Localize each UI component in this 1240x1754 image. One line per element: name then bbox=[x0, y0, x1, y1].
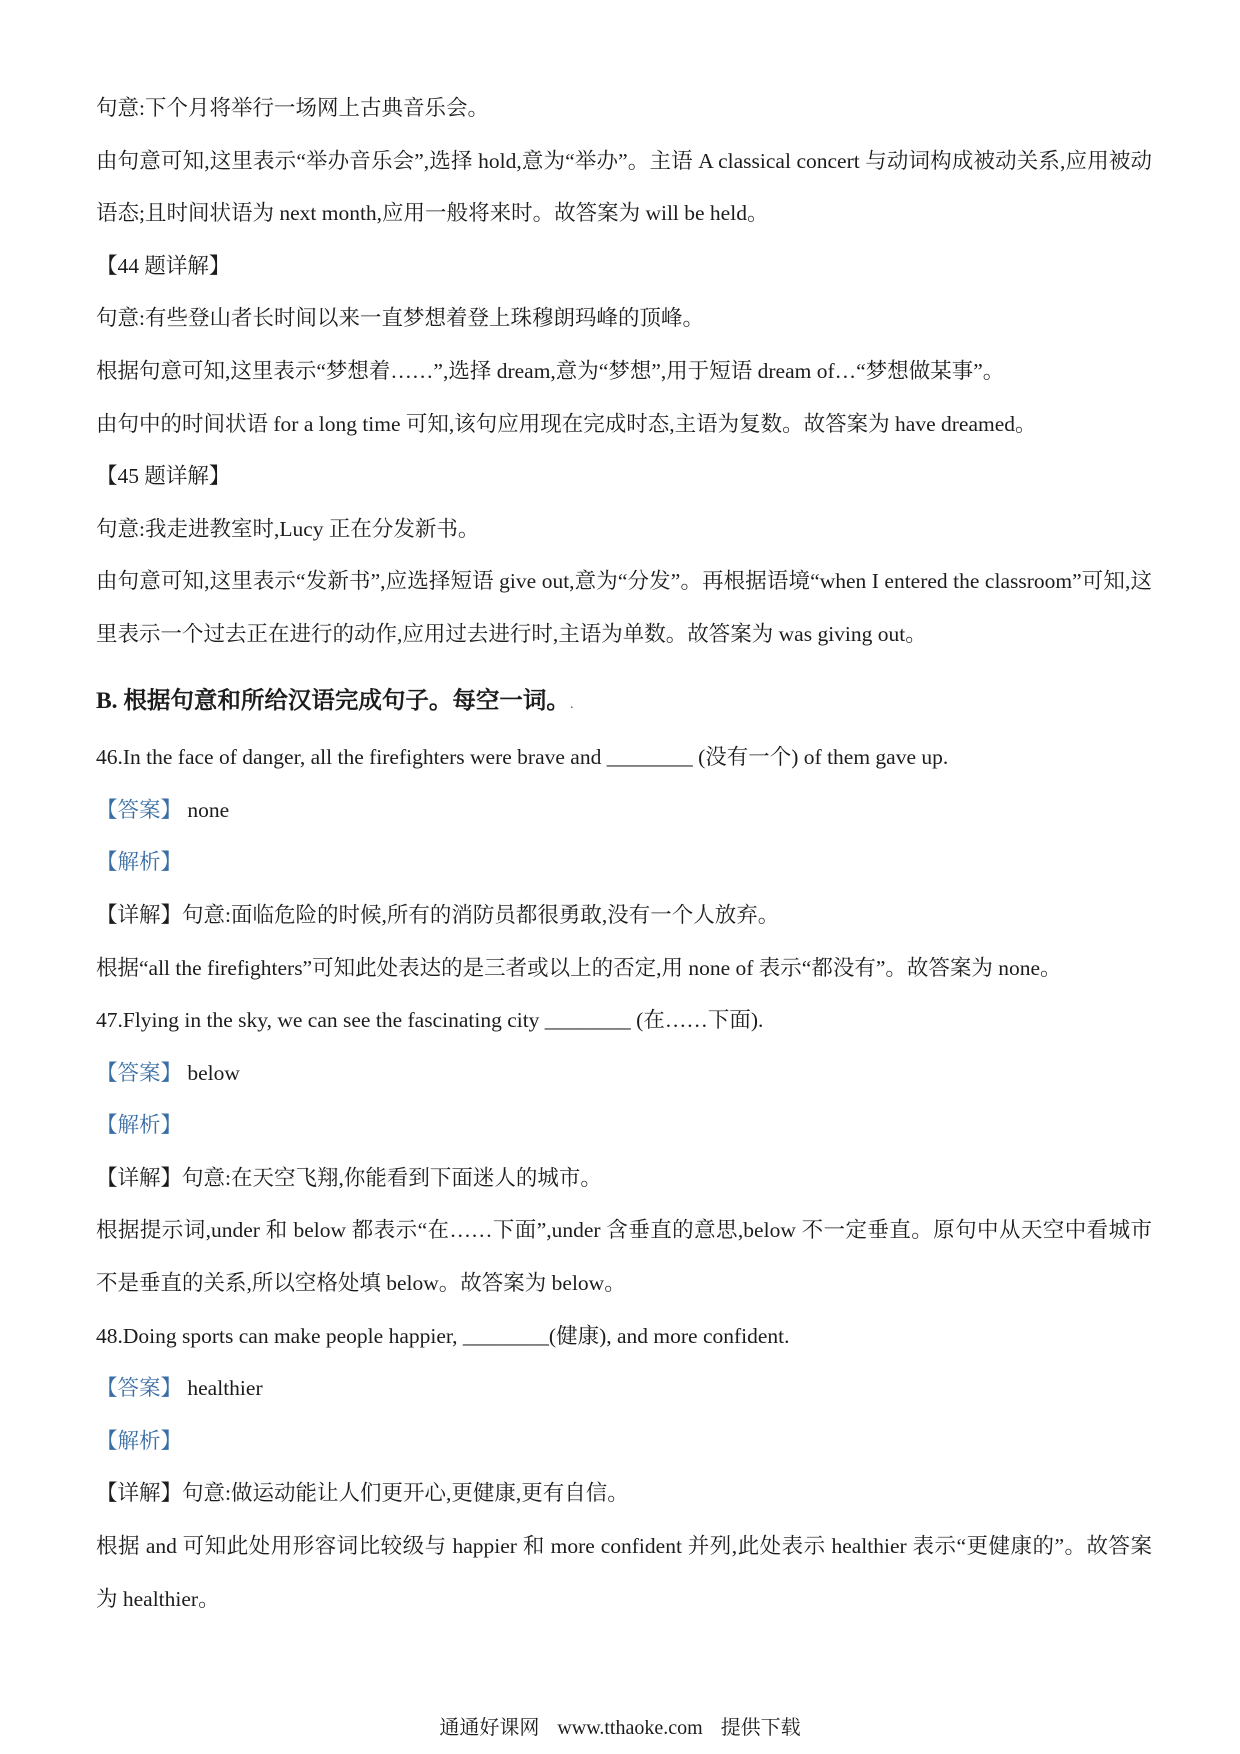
answer-value bbox=[182, 1061, 240, 1085]
footer-note: 提供下载 bbox=[720, 1717, 801, 1739]
item-explain-header: 【44 题详解】 bbox=[96, 253, 231, 278]
question-text: 48.Doing sports can make people happier, ________(健康), and more confident. bbox=[96, 1323, 790, 1348]
section-header-text: B. 根据句意和所给汉语完成句子。每空一词。 bbox=[96, 687, 570, 714]
answer-value-text: healthier bbox=[187, 1376, 263, 1401]
paragraph: 根据提示词,under 和 below 都表示“在……下面”,under 含垂直的意思,below 不一定垂直。原句中从天空中看城市不是垂直的关系,所以空格处填 below。故答案为 below。 bbox=[96, 1218, 1152, 1296]
question-text: 47.Flying in the sky, we can see the fascinating city ________ (在……下面). bbox=[96, 1008, 764, 1033]
answer-label: 【答案】 bbox=[96, 797, 183, 822]
paragraph: 句意:我走进教室时,Lucy 正在分发新书。 bbox=[96, 516, 480, 541]
paragraph: 句意:有些登山者长时间以来一直梦想着登上珠穆朗玛峰的顶峰。 bbox=[96, 306, 704, 331]
document-content bbox=[96, 82, 1152, 1625]
paragraph: 根据句意可知,这里表示“梦想着……”,选择 dream,意为“梦想”,用于短语 dream of…“梦想做某事”。 bbox=[96, 358, 1005, 383]
page-footer bbox=[0, 1711, 1240, 1740]
paragraph: 由句中的时间状语 for a long time 可知,该句应用现在完成时态,主语为复数。故答案为 have dreamed。 bbox=[96, 411, 1037, 436]
analysis-line bbox=[96, 836, 1152, 889]
paragraph: 根据 and 可知此处用形容词比较级与 happier 和 more confident 并列,此处表示 healthier 表示“更健康的”。故答案为 healthier。 bbox=[96, 1534, 1152, 1611]
paragraph: 由句意可知,这里表示“举办音乐会”,选择 hold,意为“举办”。主语 A classical concert 与动词构成被动关系,应用被动语态;且时间状语为 next month,应用一般将来时。故答案为 will be held。 bbox=[96, 148, 1152, 226]
paragraph: 由句意可知,这里表示“发新书”,应选择短语 give out,意为“分发”。再根据语境“when I entered the classroom”可知,这里表示一个过去正在进行的动作,应用过去进行时,主语为单数。故答案为 was giving out。 bbox=[96, 569, 1152, 646]
analysis-label: 【解析】 bbox=[96, 1113, 183, 1138]
answer-line bbox=[96, 784, 1152, 837]
paragraph: 根据“all the firefighters”可知此处表达的是三者或以上的否定,用 none of 表示“都没有”。故答案为 none。 bbox=[96, 955, 1062, 980]
paragraph: 【详解】句意:做运动能让人们更开心,更健康,更有自信。 bbox=[96, 1481, 629, 1506]
footer-url: www.tthaoke.com bbox=[557, 1717, 703, 1739]
footer-site-name: 通通好课网 bbox=[439, 1717, 540, 1739]
paragraph: 【详解】句意:面临危险的时候,所有的消防员都很勇敢,没有一个人放弃。 bbox=[96, 902, 780, 927]
paragraph: 【详解】句意:在天空飞翔,你能看到下面迷人的城市。 bbox=[96, 1165, 602, 1190]
section-header bbox=[96, 675, 1152, 732]
analysis-line bbox=[96, 1099, 1152, 1152]
section-header-trailing-dot: . bbox=[569, 696, 574, 712]
answer-value-text: none bbox=[187, 797, 230, 822]
answer-label: 【答案】 bbox=[96, 1060, 183, 1085]
analysis-label: 【解析】 bbox=[96, 1428, 183, 1453]
answer-value bbox=[182, 1376, 263, 1400]
answer-line bbox=[96, 1362, 1152, 1415]
answer-value-text: below bbox=[187, 1060, 240, 1085]
paragraph: 句意:下个月将举行一场网上古典音乐会。 bbox=[96, 96, 489, 120]
analysis-line bbox=[96, 1415, 1152, 1468]
item-explain-header: 【45 题详解】 bbox=[96, 464, 231, 489]
answer-line bbox=[96, 1047, 1152, 1100]
question-text: 46.In the face of danger, all the firefighters were brave and ________ (没有一个) of them gave up. bbox=[96, 745, 949, 770]
answer-label: 【答案】 bbox=[96, 1376, 183, 1401]
answer-value bbox=[182, 798, 229, 822]
analysis-label: 【解析】 bbox=[96, 850, 183, 875]
